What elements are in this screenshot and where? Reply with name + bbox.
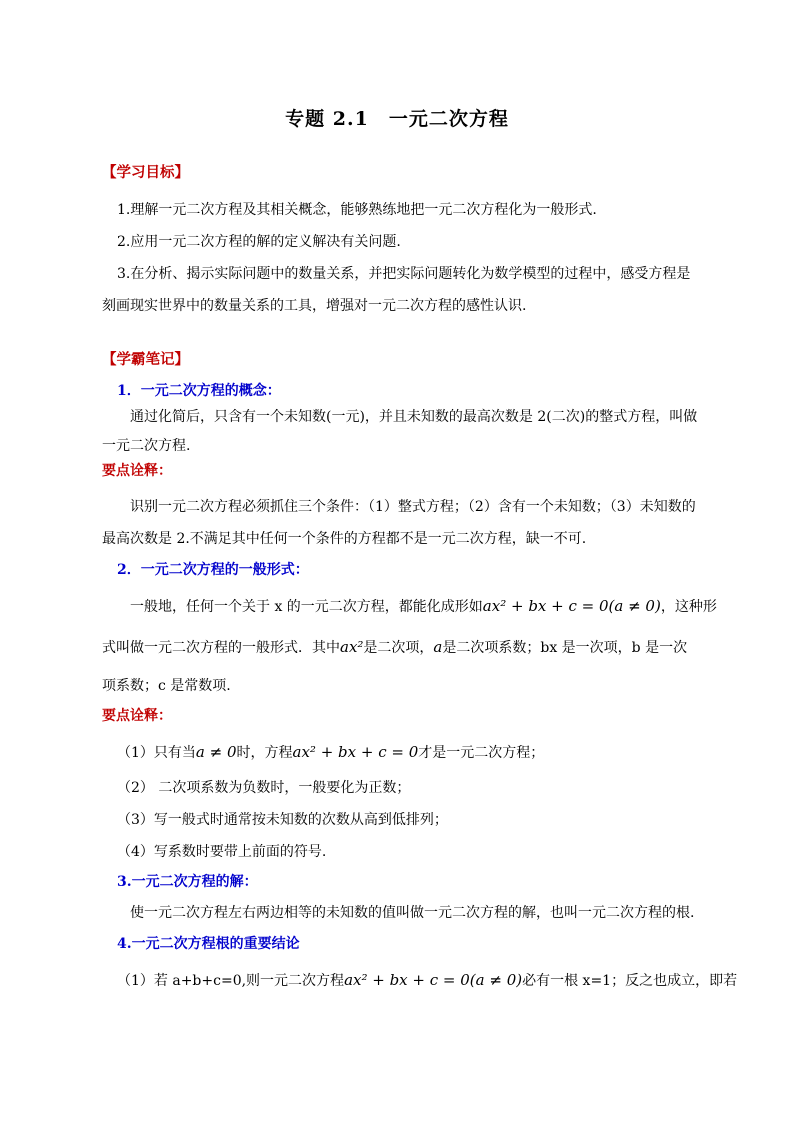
goal-item: 1.理解一元二次方程及其相关概念，能够熟练地把一元二次方程化为一般形式. [117,202,597,218]
key-point-label: 要点诠释： [102,708,172,724]
text-span: （1）只有当 [117,745,196,761]
notes-heading: 【学霸笔记】 [102,351,189,368]
goal-item: 刻画现实世界中的数量关系的工具，增强对一元二次方程的感性认识. [102,298,527,314]
paragraph: 一元二次方程. [102,438,191,454]
paragraph [102,637,687,658]
list-item [117,742,544,763]
text-span: 必有一根 x=1；反之也成立，即若 [522,973,738,989]
paragraph [130,596,717,617]
paragraph: 项系数；c 是常数项. [102,678,231,694]
section-title: 1．一元二次方程的概念： [117,383,281,399]
text-span: （1）若 a+b+c=0,则一元二次方程 [117,973,345,989]
text-span: 时，方程 [236,745,293,761]
list-item: （3）写一般式时通常按未知数的次数从高到低排列； [117,812,448,828]
section-title: 3.一元二次方程的解： [117,874,258,890]
text-span: ，这种形 [660,599,717,615]
goal-item: 3.在分析、揭示实际问题中的数量关系，并把实际问题转化为数学模型的过程中，感受方程是 [117,266,691,282]
text-span: 才是一元二次方程； [418,745,545,761]
key-point-label: 要点诠释： [102,463,172,479]
paragraph: 使一元二次方程左右两边相等的未知数的值叫做一元二次方程的解，也叫一元二次方程的根. [130,905,695,921]
math-term: a ≠ 0 [195,743,237,761]
text-span: 是二次项系数；bx 是一次项，b 是一次 [442,640,688,656]
goals-heading: 【学习目标】 [102,164,189,181]
paragraph: 最高次数是 2.不满足其中任何一个条件的方程都不是一元二次方程，缺一不可. [102,531,587,547]
text-span: 是二次项， [363,640,434,656]
math-term: a [433,638,443,656]
general-form-equation: ax² + bx + c = 0(a ≠ 0) [344,971,523,989]
math-term: ax² + bx + c = 0 [292,743,419,761]
paragraph: 通过化简后，只含有一个未知数(一元)，并且未知数的最高次数是 2(二次)的整式方程，叫做 [130,409,698,425]
section-title: 4.一元二次方程根的重要结论 [117,936,300,952]
goal-item: 2.应用一元二次方程的解的定义解决有关问题. [117,234,401,250]
text-span: 一般地，任何一个关于 x 的一元二次方程，都能化成形如 [130,599,483,615]
list-item: （4）写系数时要带上前面的符号. [117,844,327,860]
list-item: （2） 二次项系数为负数时，一般要化为正数； [117,780,411,796]
text-span: 式叫做一元二次方程的一般形式．其中 [102,640,340,656]
paragraph [117,970,737,991]
math-term: ax² [340,638,364,656]
section-title: 2．一元二次方程的一般形式： [117,562,309,578]
paragraph: 识别一元二次方程必须抓住三个条件：（1）整式方程；（2）含有一个未知数；（3）未知数的 [130,499,696,515]
page-title: 专题 2.1 一元二次方程 [285,108,509,130]
general-form-equation: ax² + bx + c = 0(a ≠ 0) [482,597,661,615]
